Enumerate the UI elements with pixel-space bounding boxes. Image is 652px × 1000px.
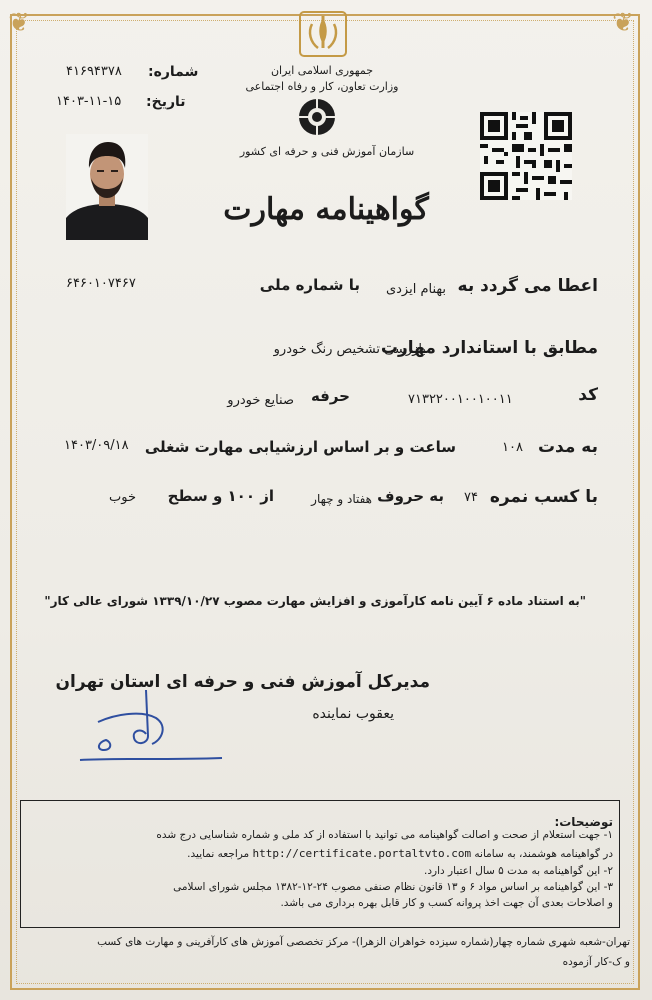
code-label: کد — [578, 385, 598, 405]
signatory-title: مدیرکل آموزش فنی و حرفه ای استان تهران — [55, 672, 430, 692]
republic-name: جمهوری اسلامی ایران — [270, 64, 374, 77]
notes-line-5: و اصلاحات بعدی آن جهت اخذ پروانه کسب و کار قابل بهره برداری می باشد. — [280, 897, 613, 909]
standard-label: مطابق با استاندارد مهارت — [380, 338, 598, 358]
corner-ornament-icon: ❦ — [8, 8, 30, 38]
date-label: تاریخ: — [146, 94, 186, 110]
notes-line-2b: مراجعه نمایید. — [187, 848, 250, 860]
date-value: ۱۴۰۳-۱۱-۱۵ — [56, 94, 122, 109]
notes-line-2a: در گواهینامه هوشمند، به سامانه — [474, 848, 613, 860]
notes-heading: توضیحات: — [554, 815, 613, 829]
footer-line-1: تهران-شعبه شهری شماره چهار(شماره سیزده خواهران الزهرا)- مرکز تخصصی آموزش های کارآفرینی و مهارت های کسب — [97, 936, 630, 948]
letters-value: هفتاد و چهار — [311, 492, 372, 506]
ministry-name: وزارت تعاون، کار و رفاه اجتماعی — [245, 80, 399, 93]
corner-ornament-icon: ❦ — [612, 8, 634, 38]
number-label: شماره: — [148, 64, 199, 80]
national-id-value: ۶۴۶۰۱۰۷۴۶۷ — [66, 276, 136, 291]
trade-value: صنایع خودرو — [227, 393, 294, 408]
verification-url[interactable]: http://certificate.portaltvto.com — [252, 847, 472, 860]
assessment-date: ۱۴۰۳/۰۹/۱۸ — [64, 438, 129, 453]
duration-label: به مدت — [537, 437, 598, 457]
holder-photo — [66, 134, 148, 240]
trade-label: حرفه — [310, 387, 350, 405]
score-label: با کسب نمره — [489, 487, 598, 507]
number-value: ۴۱۶۹۴۳۷۸ — [66, 64, 122, 79]
signature-icon — [76, 688, 226, 768]
of-hundred-level-label: از ۱۰۰ و سطح — [167, 487, 274, 505]
notes-line-4: ۳- این گواهینامه بر اساس مواد ۶ و ۱۳ قانون نظام صنفی مصوب ۲۴-۱۲-۱۳۸۲ مجلس شورای اسلامی — [173, 881, 613, 893]
certificate-title: گواهینامه مهارت — [223, 192, 429, 227]
notes-line-1: ۱- جهت استعلام از صحت و اصالت گواهینامه می توانید با استفاده از کد ملی و شماره شناسایی درج شده — [156, 829, 613, 841]
national-id-label: با شماره ملی — [259, 276, 360, 294]
notes-line-2 — [187, 847, 613, 860]
duration-text: ساعت و بر اساس ارزشیابی مهارت شغلی — [144, 438, 456, 456]
score-value: ۷۴ — [464, 490, 478, 505]
organization-name: سازمان آموزش فنی و حرفه ای کشور — [239, 145, 415, 158]
letters-label: به حروف — [377, 487, 444, 505]
notes-line-3: ۲- این گواهینامه به مدت ۵ سال اعتبار دارد. — [424, 865, 613, 877]
standard-value: بازرسی تشخیص رنگ خودرو — [273, 342, 426, 357]
footer-line-2: و ک-کار آزموده — [562, 956, 630, 968]
awarded-label: اعطا می گردد به — [457, 276, 598, 296]
qr-code-icon — [480, 112, 572, 200]
basis-statement: "به استناد ماده ۶ آیین نامه کارآموزی و افزایش مهارت مصوب ۱۳۳۹/۱۰/۲۷ شورای عالی کار" — [44, 594, 586, 608]
duration-value: ۱۰۸ — [502, 440, 523, 455]
tvto-logo-icon — [292, 96, 342, 138]
signatory-name: یعقوب نماینده — [312, 706, 394, 722]
level-value: خوب — [109, 490, 136, 505]
code-value: ۷۱۳۲۲۰۰۱۰۰۱۰۰۱۱ — [408, 392, 513, 407]
notes-box — [20, 800, 620, 928]
iran-emblem-icon — [298, 10, 348, 58]
awarded-name: بهنام ایزدی — [385, 282, 446, 297]
